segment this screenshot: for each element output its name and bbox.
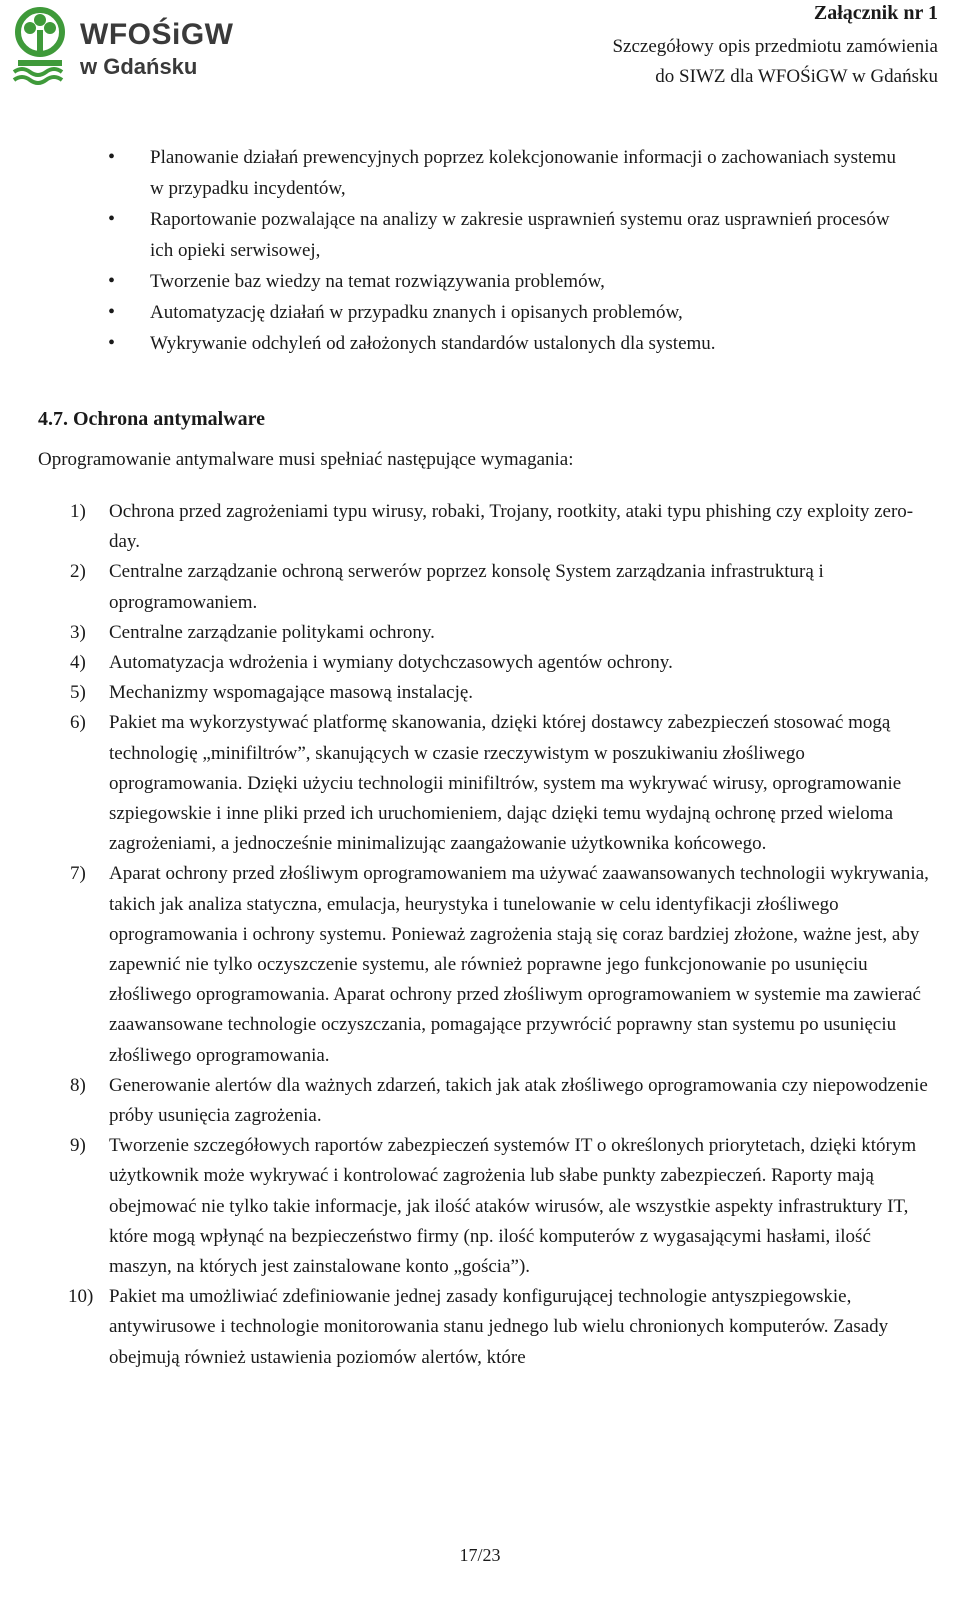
item-number: 5) bbox=[70, 682, 86, 704]
item-number: 4) bbox=[70, 652, 86, 674]
list-item bbox=[70, 678, 935, 708]
page-number: 17/23 bbox=[459, 1545, 501, 1565]
item-text: Automatyzacja wdrożenia i wymiany dotychczasowych agentów ochrony. bbox=[109, 652, 673, 674]
item-number: 7) bbox=[70, 863, 86, 885]
bullet-list bbox=[108, 142, 908, 359]
item-number: 2) bbox=[70, 561, 86, 583]
wfosigw-logo bbox=[8, 6, 248, 88]
item-number: 3) bbox=[70, 621, 86, 643]
document-header bbox=[612, 0, 938, 92]
item-text: Tworzenie szczegółowych raportów zabezpieczeń systemów IT o określonych priorytetach, dzięki którym użytkownik może wykrywać i kontrolować zagrożenia lub słabe punkty zabezpieczeń. Raporty mają obejmować nie tylko takie informacje, jak ilość ataków wirusów, ale wszystkie aspekty infrastruktury IT, które mogą wpłynąć na bezpieczeństwo firmy (np. ilość komputerów z wygasającymi hasłami, ilość maszyn, na których jest zainstalowane konto „gościa”). bbox=[109, 1135, 917, 1278]
list-item bbox=[70, 859, 935, 1070]
logo-name: WFOŚiGW bbox=[80, 18, 234, 51]
bullet-item: • Planowanie działań prewencyjnych poprzez kolekcjonowanie informacji o zachowaniach systemu w przypadku incydentów, bbox=[108, 142, 908, 204]
list-item bbox=[70, 1071, 935, 1131]
section-heading: 4.7. Ochrona antymalware bbox=[38, 408, 266, 430]
item-number: 1) bbox=[70, 501, 86, 522]
item-text: Ochrona przed zagrożeniami typu wirusy, robaki, Trojany, rootkity, ataki typu phishing czy exploity zero-day. bbox=[109, 501, 914, 553]
section-intro: Oprogramowanie antymalware musi spełniać następujące wymagania: bbox=[38, 449, 574, 470]
logo-city: w Gdańsku bbox=[80, 54, 198, 79]
list-item bbox=[70, 1282, 935, 1373]
item-text: Pakiet ma wykorzystywać platformę skanowania, dzięki której dostawcy zabezpieczeń stosować mogą technologię „minifiltrów”, skanujących w czasie rzeczywistym w poszukiwaniu złośliwego oprogramowania. Dzięki użyciu technologii minifiltrów, system ma wykrywać wirusy, oprogramowanie szpiegowskie i inne pliki przed ich uruchomieniem, dając dzięki temu wydajną ochronę przed wieloma zagrożeniami, a jednocześnie minimalizując zaangażowanie użytkownika końcowego. bbox=[109, 712, 902, 855]
item-text: Centralne zarządzanie politykami ochrony. bbox=[109, 621, 435, 643]
list-item bbox=[70, 497, 935, 557]
item-number: 8) bbox=[70, 1074, 86, 1096]
item-text: Aparat ochrony przed złośliwym oprogramowaniem ma używać zaawansowanych technologii wykrywania, takich jak analiza statyczna, emulacja, heurystyka i tunelowanie w celu identyfikacji złośliwego oprogramowania i ochrony systemu. Ponieważ zagrożenia stają się coraz bardziej złożone, ważne jest, aby zapewnić nie tylko oczyszczenie systemu, ale również poprawne jego funkcjonowanie po usunięciu złośliwego oprogramowania. Aparat ochrony przed złośliwym oprogramowaniem w systemie ma zawierać zaawansowane technologie oczyszczania, pomagające przywrócić poprawny stan systemu po usunięciu złośliwego oprogramowania. bbox=[109, 863, 929, 1066]
bullet-item: • Automatyzację działań w przypadku znanych i opisanych problemów, bbox=[108, 297, 908, 328]
header-subtitle-2: do SIWZ dla WFOŚiGW w Gdańsku bbox=[655, 66, 938, 87]
header-subtitle-1: Szczegółowy opis przedmiotu zamówienia bbox=[612, 36, 938, 57]
list-item bbox=[70, 708, 935, 859]
list-item bbox=[70, 557, 935, 617]
item-text: Mechanizmy wspomagające masową instalację. bbox=[109, 682, 474, 704]
bullet-item: • Raportowanie pozwalające na analizy w zakresie usprawnień systemu oraz usprawnień procesów ich opieki serwisowej, bbox=[108, 204, 908, 266]
item-text: Pakiet ma umożliwiać zdefiniowanie jednej zasady konfigurującej technologie antyszpiegowskie, antywirusowe i technologie monitorowania stanu jednego lub wielu chronionych komputerów. Zasady obejmują również ustawienia poziomów alertów, które bbox=[109, 1286, 889, 1368]
tree-logo-icon bbox=[8, 6, 72, 86]
item-text: Generowanie alertów dla ważnych zdarzeń, takich jak atak złośliwego oprogramowania czy niepowodzenie próby usunięcia zagrożenia. bbox=[109, 1074, 928, 1127]
item-number: 9) bbox=[70, 1135, 86, 1157]
bullet-item: • Wykrywanie odchyleń od założonych standardów ustalonych dla systemu. bbox=[108, 328, 908, 359]
requirements-list bbox=[70, 497, 935, 1373]
bullet-item: • Tworzenie baz wiedzy na temat rozwiązywania problemów, bbox=[108, 266, 908, 297]
list-item bbox=[70, 648, 935, 678]
attachment-title: Załącznik nr 1 bbox=[813, 2, 938, 24]
item-number: 6) bbox=[70, 712, 86, 734]
item-text: Centralne zarządzanie ochroną serwerów poprzez konsolę System zarządzania infrastrukturą i oprogramowaniem. bbox=[109, 561, 824, 613]
item-number: 10) bbox=[68, 1286, 94, 1308]
list-item bbox=[70, 618, 935, 648]
list-item bbox=[70, 1131, 935, 1282]
